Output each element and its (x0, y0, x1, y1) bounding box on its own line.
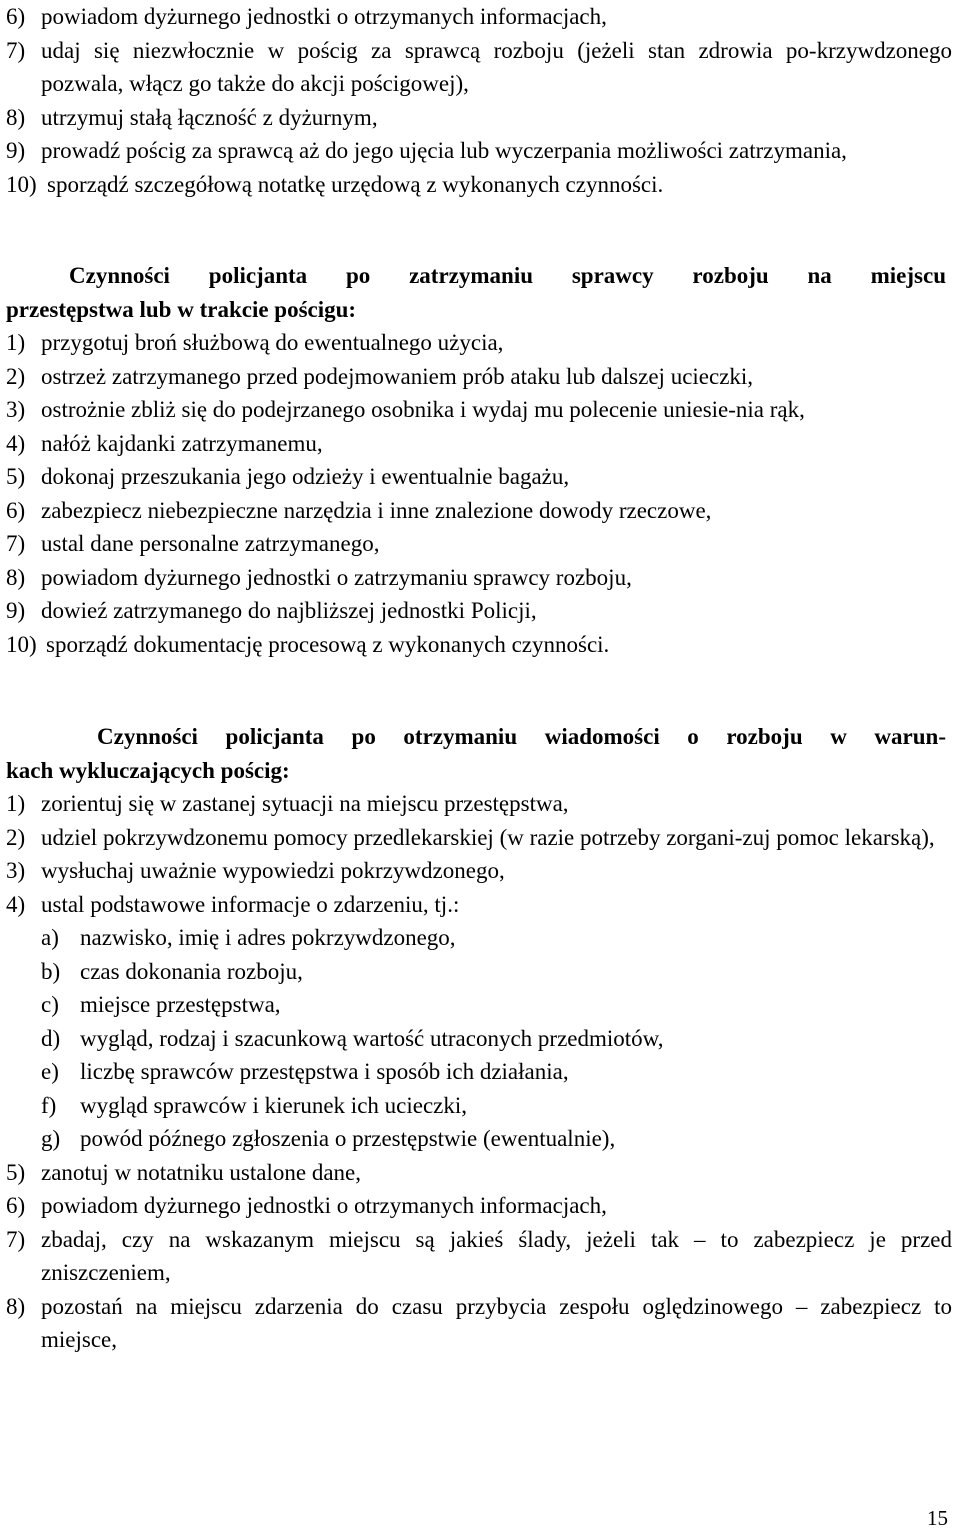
list-item-number: 1) (6, 330, 26, 355)
sub-list-item (0, 1089, 952, 1123)
sub-list-item (0, 988, 952, 1022)
list-item-text: ostrzeż zatrzymanego przed podejmowaniem prób ataku lub dalszej ucieczki, (41, 363, 754, 389)
list-item-text: ostrożnie zbliż się do podejrzanego osobnika i wydaj mu polecenie uniesie-nia rąk, (41, 397, 805, 422)
list-item-text: zabezpiecz niebezpieczne narzędzia i inne znalezione dowody rzeczowe, (41, 497, 712, 523)
sub-list-item-text: czas dokonania rozboju, (80, 958, 303, 984)
list-item-text: wysłuchaj uważnie wypowiedzi pokrzywdzonego, (41, 858, 505, 883)
list-item-text: pozostań na miejscu zdarzenia do czasu przybycia zespołu oględzinowego – zabezpiecz to miejsce, (41, 1293, 952, 1352)
list-item-text: powiadom dyżurnego jednostki o otrzymanych informacjach, (41, 1193, 607, 1218)
list-item-number: 6) (6, 497, 26, 523)
list-item-text: przygotuj broń służbową do ewentualnego użycia, (41, 330, 504, 355)
list-item (0, 168, 952, 202)
list-item-text: dokonaj przeszukania jego odzieży i ewentualnie bagażu, (41, 464, 570, 489)
list-item-text: utrzymuj stałą łączność z dyżurnym, (41, 104, 378, 130)
list-item-number: 7) (6, 37, 26, 63)
list-item (0, 494, 952, 528)
list-item (0, 1290, 952, 1357)
list-item (0, 561, 952, 595)
sub-list-item-letter: e) (41, 1059, 59, 1084)
list-item (0, 628, 952, 662)
list-item (0, 427, 952, 461)
list-item-text: ustal podstawowe informacje o zdarzeniu, tj.: (41, 891, 460, 917)
section-heading (0, 259, 946, 326)
sub-list-item-letter: d) (41, 1025, 61, 1051)
list-item (0, 1223, 952, 1290)
list-item-text: powiadom dyżurnego jednostki o otrzymanych informacjach, (41, 4, 607, 29)
list-item (0, 326, 952, 360)
list-item-text: zorientuj się w zastanej sytuacji na miejscu przestępstwa, (41, 791, 569, 816)
sub-list-item (0, 1122, 952, 1156)
section-heading-line: przestępstwa lub w trakcie pościgu: (6, 296, 357, 322)
action-list (0, 326, 960, 661)
list-item-text: zanotuj w notatniku ustalone dane, (41, 1159, 362, 1185)
list-item-number: 6) (6, 1193, 26, 1218)
list-item-text: dowieź zatrzymanego do najbliższej jednostki Policji, (41, 598, 537, 623)
list-item-number: 9) (6, 598, 26, 623)
sub-list-item (0, 1022, 952, 1056)
list-item-text: udziel pokrzywdzonemu pomocy przedlekarskiej (w razie potrzeby zorgani-zuj pomoc lekarską), (41, 824, 935, 850)
section-heading-line: Czynności policjanta po otrzymaniu wiadomości o rozboju w warun- (97, 724, 946, 749)
list-item-number: 3) (6, 397, 26, 422)
list-item-text: prowadź pościg za sprawcą aż do jego ujęcia lub wyczerpania możliwości zatrzymania, (41, 138, 847, 163)
list-item (0, 527, 952, 561)
list-item-number: 5) (6, 1159, 26, 1185)
list-item-number: 2) (6, 363, 26, 389)
list-item-number: 6) (6, 4, 26, 29)
list-item (0, 1189, 952, 1223)
list-item-number: 4) (6, 891, 26, 917)
list-item (0, 460, 952, 494)
list-item (0, 888, 952, 922)
section-heading-line: Czynności policjanta po zatrzymaniu sprawcy rozboju na miejscu (69, 263, 946, 288)
list-item-number: 1) (6, 791, 26, 816)
list-item-number: 8) (6, 104, 26, 130)
sub-list-item-text: liczbę sprawców przestępstwa i sposób ich działania, (80, 1059, 569, 1084)
list-item-text: sporządź szczegółową notatkę urzędową z wykonanych czynności. (47, 171, 664, 197)
list-item-number: 7) (6, 531, 26, 556)
list-item (0, 821, 952, 855)
action-list (0, 787, 960, 1357)
list-item-number: 8) (6, 1293, 26, 1319)
sub-list-item-text: nazwisko, imię i adres pokrzywdzonego, (80, 925, 456, 950)
list-item-number: 5) (6, 464, 26, 489)
list-item (0, 0, 952, 34)
list-item-number: 10) (6, 631, 37, 657)
sub-list-item-text: wygląd, rodzaj i szacunkową wartość utraconych przedmiotów, (80, 1025, 664, 1051)
list-item (0, 393, 952, 427)
page-number: 15 (927, 1506, 948, 1530)
sub-list-item-letter: b) (41, 958, 61, 984)
list-item (0, 34, 952, 101)
list-item-number: 9) (6, 138, 26, 163)
list-item (0, 594, 952, 628)
list-item-text: powiadom dyżurnego jednostki o zatrzymaniu sprawcy rozboju, (41, 564, 632, 590)
sub-list-item-letter: a) (41, 925, 59, 950)
list-item (0, 787, 952, 821)
sub-list-item-text: powód późnego zgłoszenia o przestępstwie (ewentualnie), (80, 1126, 616, 1151)
list-item-number: 3) (6, 858, 26, 883)
sub-list-item-letter: f) (41, 1092, 57, 1118)
sub-list-item (0, 1055, 952, 1089)
list-item-text: udaj się niezwłocznie w pościg za sprawcą rozboju (jeżeli stan zdrowia po-krzywdzonego pozwala, włącz go także do akcji pościgowej), (41, 37, 952, 96)
sub-list-item-text: wygląd sprawców i kierunek ich ucieczki, (80, 1092, 468, 1118)
sub-list-item (0, 921, 952, 955)
list-item (0, 360, 952, 394)
list-item (0, 134, 952, 168)
sub-list-item-text: miejsce przestępstwa, (80, 992, 281, 1017)
list-item-number: 7) (6, 1226, 26, 1252)
list-item-text: nałóż kajdanki zatrzymanemu, (41, 430, 323, 456)
list-item-text: zbadaj, czy na wskazanym miejscu są jakieś ślady, jeżeli tak – to zabezpiecz je przed zniszczeniem, (41, 1226, 952, 1285)
sub-list-item-letter: c) (41, 992, 59, 1017)
list-item (0, 854, 952, 888)
list-item-text: ustal dane personalne zatrzymanego, (41, 531, 380, 556)
continued-list (0, 0, 960, 201)
sub-list-item (0, 955, 952, 989)
section-heading-line: kach wykluczających pościg: (6, 757, 290, 783)
list-item-number: 8) (6, 564, 26, 590)
list-item (0, 101, 952, 135)
list-item-text: sporządź dokumentację procesową z wykonanych czynności. (46, 631, 610, 657)
list-item-number: 2) (6, 824, 26, 850)
list-item (0, 1156, 952, 1190)
sub-list-item-letter: g) (41, 1126, 61, 1151)
section-heading (0, 720, 946, 787)
list-item-number: 4) (6, 430, 26, 456)
list-item-number: 10) (6, 171, 37, 197)
